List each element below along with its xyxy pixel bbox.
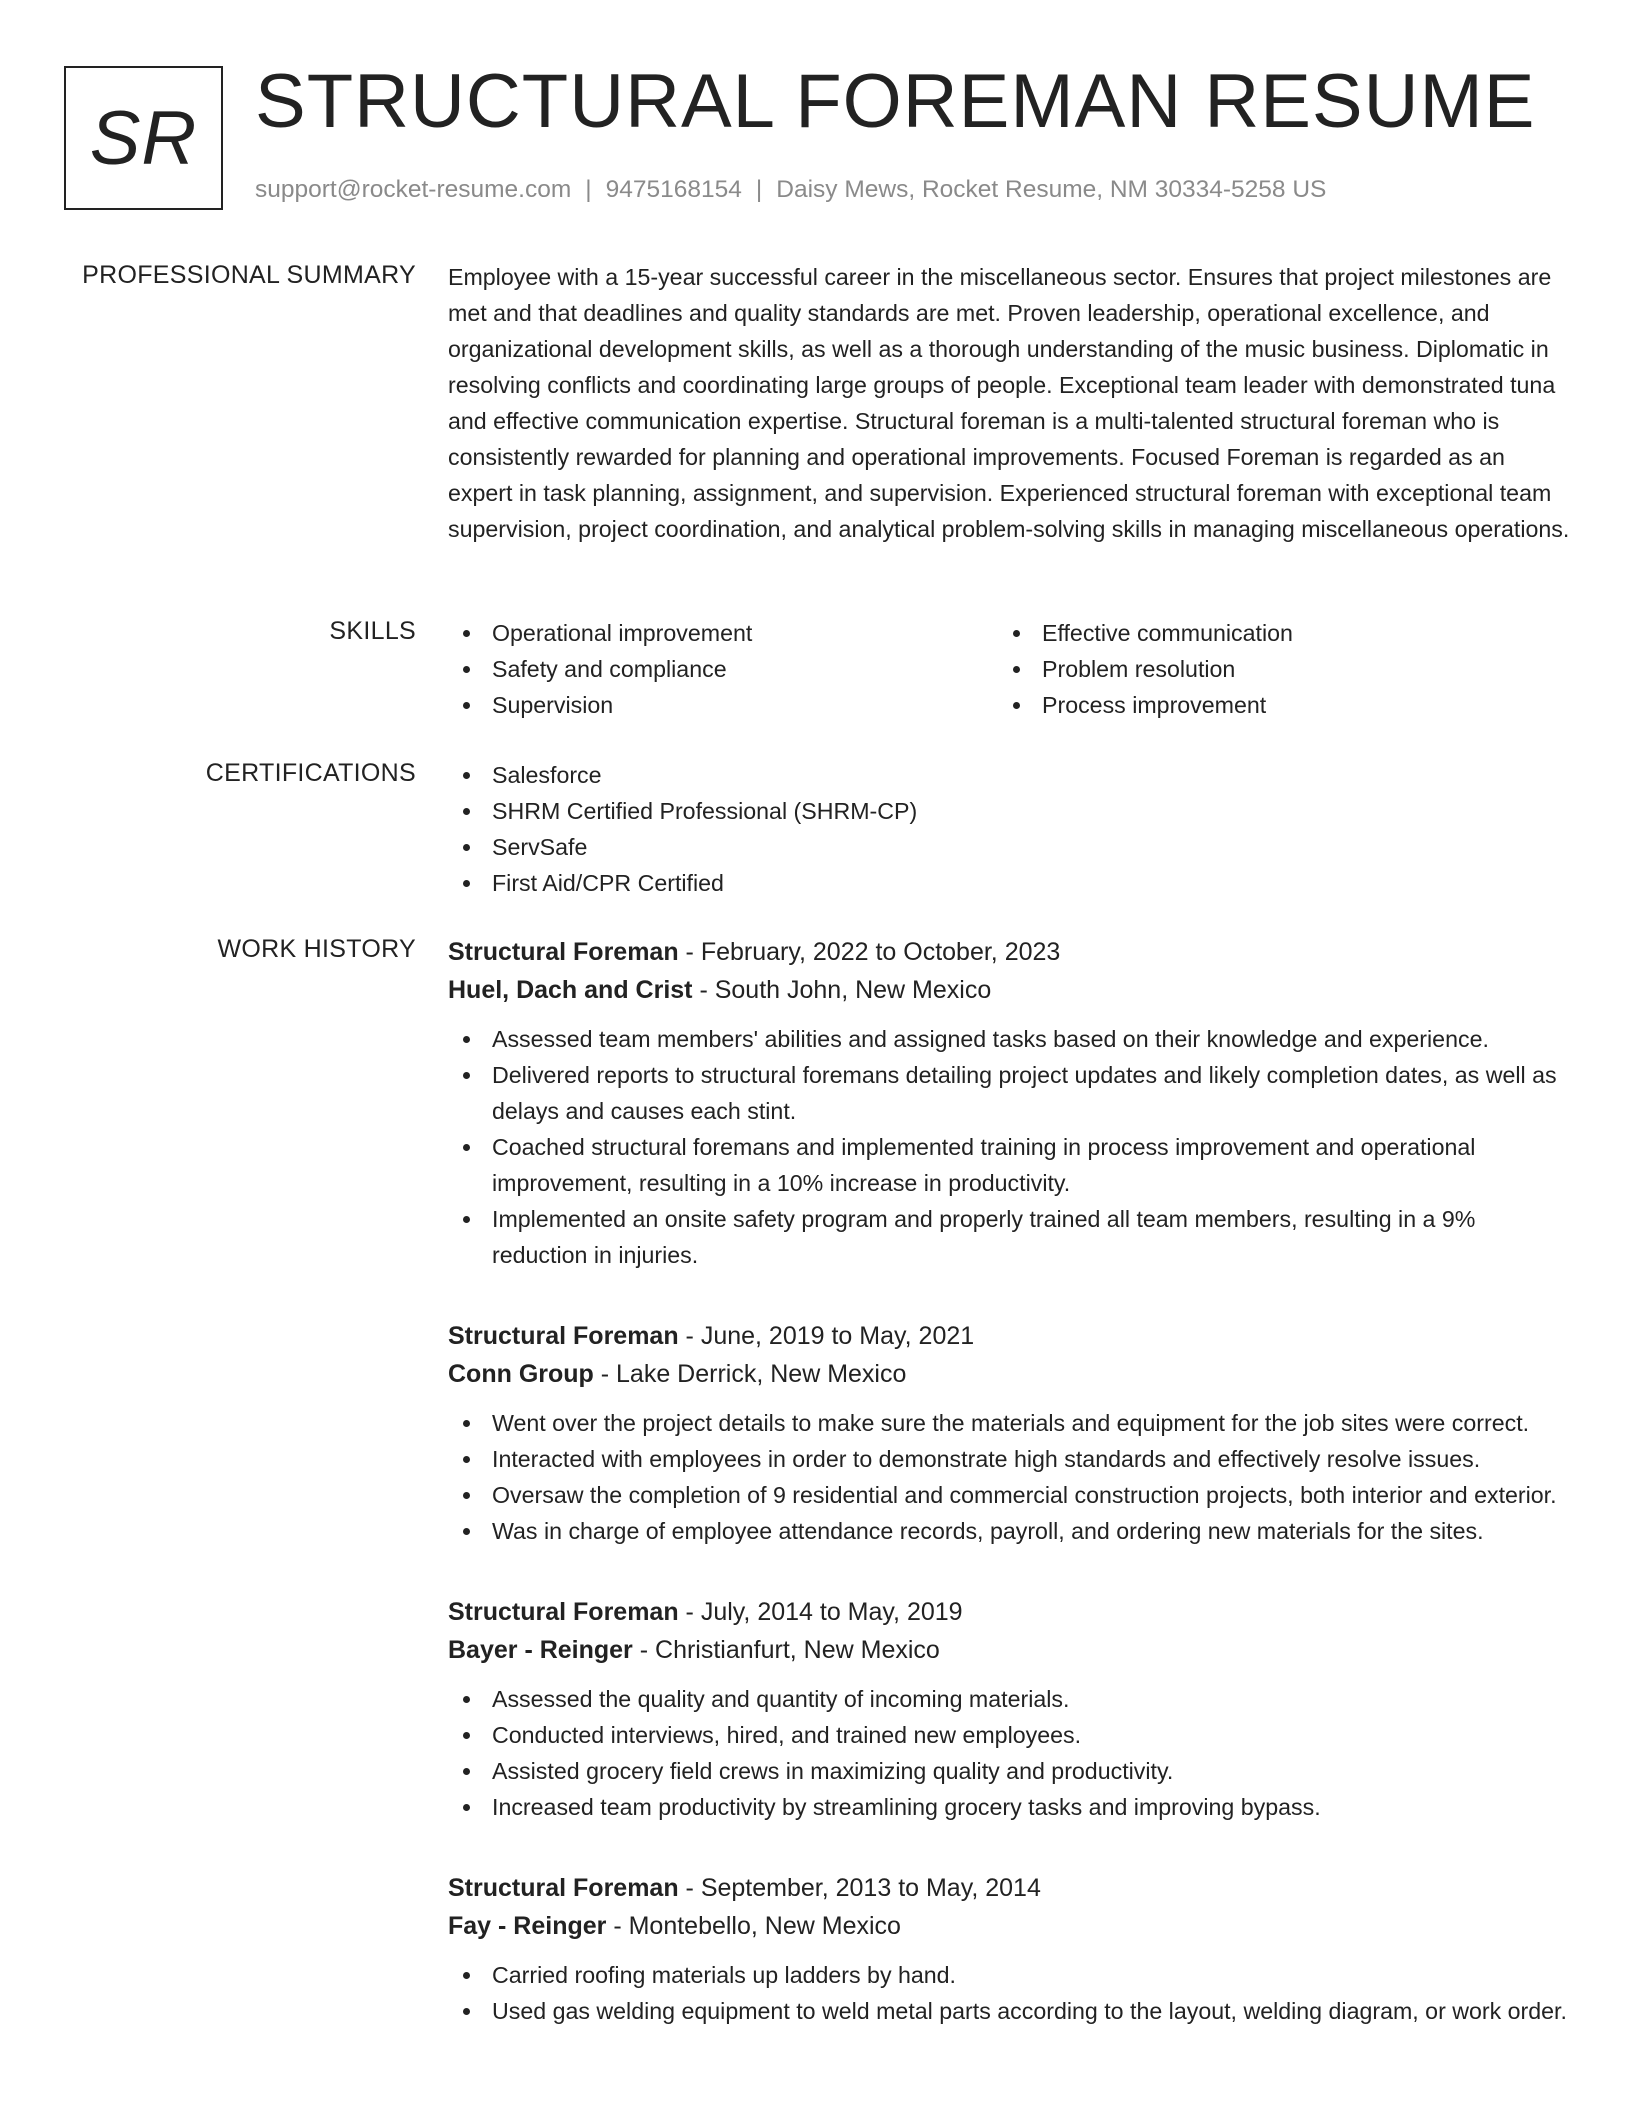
job-employer <box>448 971 1570 1009</box>
skills-column-right <box>998 615 1548 723</box>
summary-label: PROFESSIONAL SUMMARY <box>82 261 416 289</box>
certification-item: Salesforce <box>448 757 1570 793</box>
job-location: - Montebello, New Mexico <box>606 1912 901 1940</box>
certification-item: First Aid/CPR Certified <box>448 865 1570 901</box>
job-dates: - June, 2019 to May, 2021 <box>678 1322 975 1350</box>
job-title: Structural Foreman <box>448 1322 679 1350</box>
job-entry <box>448 1317 1570 1549</box>
job-duty: Interacted with employees in order to demonstrate high standards and effectively resolve issues. <box>448 1441 1570 1477</box>
job-employer <box>448 1355 1570 1393</box>
job-employer <box>448 1631 1570 1669</box>
job-location: - Christianfurt, New Mexico <box>632 1636 940 1664</box>
job-duties <box>448 1021 1570 1273</box>
certifications-list <box>448 757 1570 901</box>
contact-separator: | <box>585 176 592 203</box>
job-title: Structural Foreman <box>448 1598 679 1626</box>
job-heading <box>448 1869 1570 1907</box>
job-entry <box>448 933 1570 1273</box>
job-duty: Assessed the quality and quantity of incoming materials. <box>448 1681 1570 1717</box>
job-duty: Increased team productivity by streamlining grocery tasks and improving bypass. <box>448 1789 1570 1825</box>
job-location: - Lake Derrick, New Mexico <box>593 1360 907 1388</box>
resume-title: STRUCTURAL FOREMAN RESUME <box>255 59 1536 144</box>
job-location: - South John, New Mexico <box>692 976 992 1004</box>
job-dates: - February, 2022 to October, 2023 <box>678 938 1061 966</box>
skill-item: Safety and compliance <box>448 651 998 687</box>
skill-item: Process improvement <box>998 687 1548 723</box>
monogram-badge <box>64 66 223 210</box>
summary-text: Employee with a 15-year successful career in the miscellaneous sector. Ensures that project milestones are met and that deadlines and quality standards are met. Proven leadership, operational excellence, and organizational development skills, as well as a thorough understanding of the music business. Diplomatic in resolving conflicts and coordinating large groups of people. Exceptional team leader with demonstrated tuna and effective communication expertise. Structural foreman is a multi-talented structural foreman who is consistently rewarded for planning and operational improvements. Focused Foreman is regarded as an expert in task planning, assignment, and supervision. Experienced structural foreman with exceptional team supervision, project coordination, and analytical problem-solving skills in managing miscellaneous operations. <box>448 264 1570 542</box>
job-duty: Oversaw the completion of 9 residential and commercial construction projects, both interior and exterior. <box>448 1477 1570 1513</box>
contact-separator: | <box>755 176 763 203</box>
job-duty: Conducted interviews, hired, and trained new employees. <box>448 1717 1570 1753</box>
job-duties <box>448 1405 1570 1549</box>
certification-item: SHRM Certified Professional (SHRM-CP) <box>448 793 1570 829</box>
job-heading <box>448 1317 1570 1355</box>
job-company: Bayer - Reinger <box>448 1636 633 1664</box>
job-entry <box>448 1869 1570 2029</box>
job-duty: Carried roofing materials up ladders by hand. <box>448 1957 1570 1993</box>
certification-item: ServSafe <box>448 829 1570 865</box>
job-dates: - September, 2013 to May, 2014 <box>678 1874 1041 1902</box>
job-employer <box>448 1907 1570 1945</box>
monogram-initials: SR <box>89 95 198 181</box>
job-duty: Was in charge of employee attendance records, payroll, and ordering new materials for the sites. <box>448 1513 1570 1549</box>
job-heading <box>448 933 1570 971</box>
work-history-label: WORK HISTORY <box>217 935 416 963</box>
job-duty: Assisted grocery field crews in maximizing quality and productivity. <box>448 1753 1570 1789</box>
skills-label: SKILLS <box>329 617 416 645</box>
job-duty: Assessed team members' abilities and assigned tasks based on their knowledge and experience. <box>448 1021 1570 1057</box>
job-duty: Went over the project details to make sure the materials and equipment for the job sites were correct. <box>448 1405 1570 1441</box>
contact-line <box>255 175 1326 205</box>
job-duties <box>448 1681 1570 1825</box>
skill-item: Operational improvement <box>448 615 998 651</box>
skills-column-left <box>448 615 998 723</box>
job-heading <box>448 1593 1570 1631</box>
job-company: Huel, Dach and Crist <box>448 976 693 1004</box>
job-title: Structural Foreman <box>448 1874 679 1902</box>
job-duties <box>448 1957 1570 2029</box>
skill-item: Problem resolution <box>998 651 1548 687</box>
certifications-label: CERTIFICATIONS <box>205 759 416 787</box>
job-company: Conn Group <box>448 1360 594 1388</box>
contact-address: Daisy Mews, Rocket Resume, NM 30334-5258 US <box>776 176 1327 203</box>
job-duty: Implemented an onsite safety program and properly trained all team members, resulting in a 9% reduction in injuries. <box>448 1201 1570 1273</box>
skill-item: Supervision <box>448 687 998 723</box>
contact-phone: 9475168154 <box>605 176 742 203</box>
job-title: Structural Foreman <box>448 938 679 966</box>
contact-email: support@rocket-resume.com <box>255 176 572 203</box>
skill-item: Effective communication <box>998 615 1548 651</box>
job-company: Fay - Reinger <box>448 1912 607 1940</box>
job-duty: Used gas welding equipment to weld metal parts according to the layout, welding diagram, or work order. <box>448 1993 1570 2029</box>
job-dates: - July, 2014 to May, 2019 <box>678 1598 963 1626</box>
job-entry <box>448 1593 1570 1825</box>
job-duty: Coached structural foremans and implemented training in process improvement and operational improvement, resulting in a 10% increase in productivity. <box>448 1129 1570 1201</box>
job-duty: Delivered reports to structural foremans detailing project updates and likely completion dates, as well as delays and causes each stint. <box>448 1057 1570 1129</box>
